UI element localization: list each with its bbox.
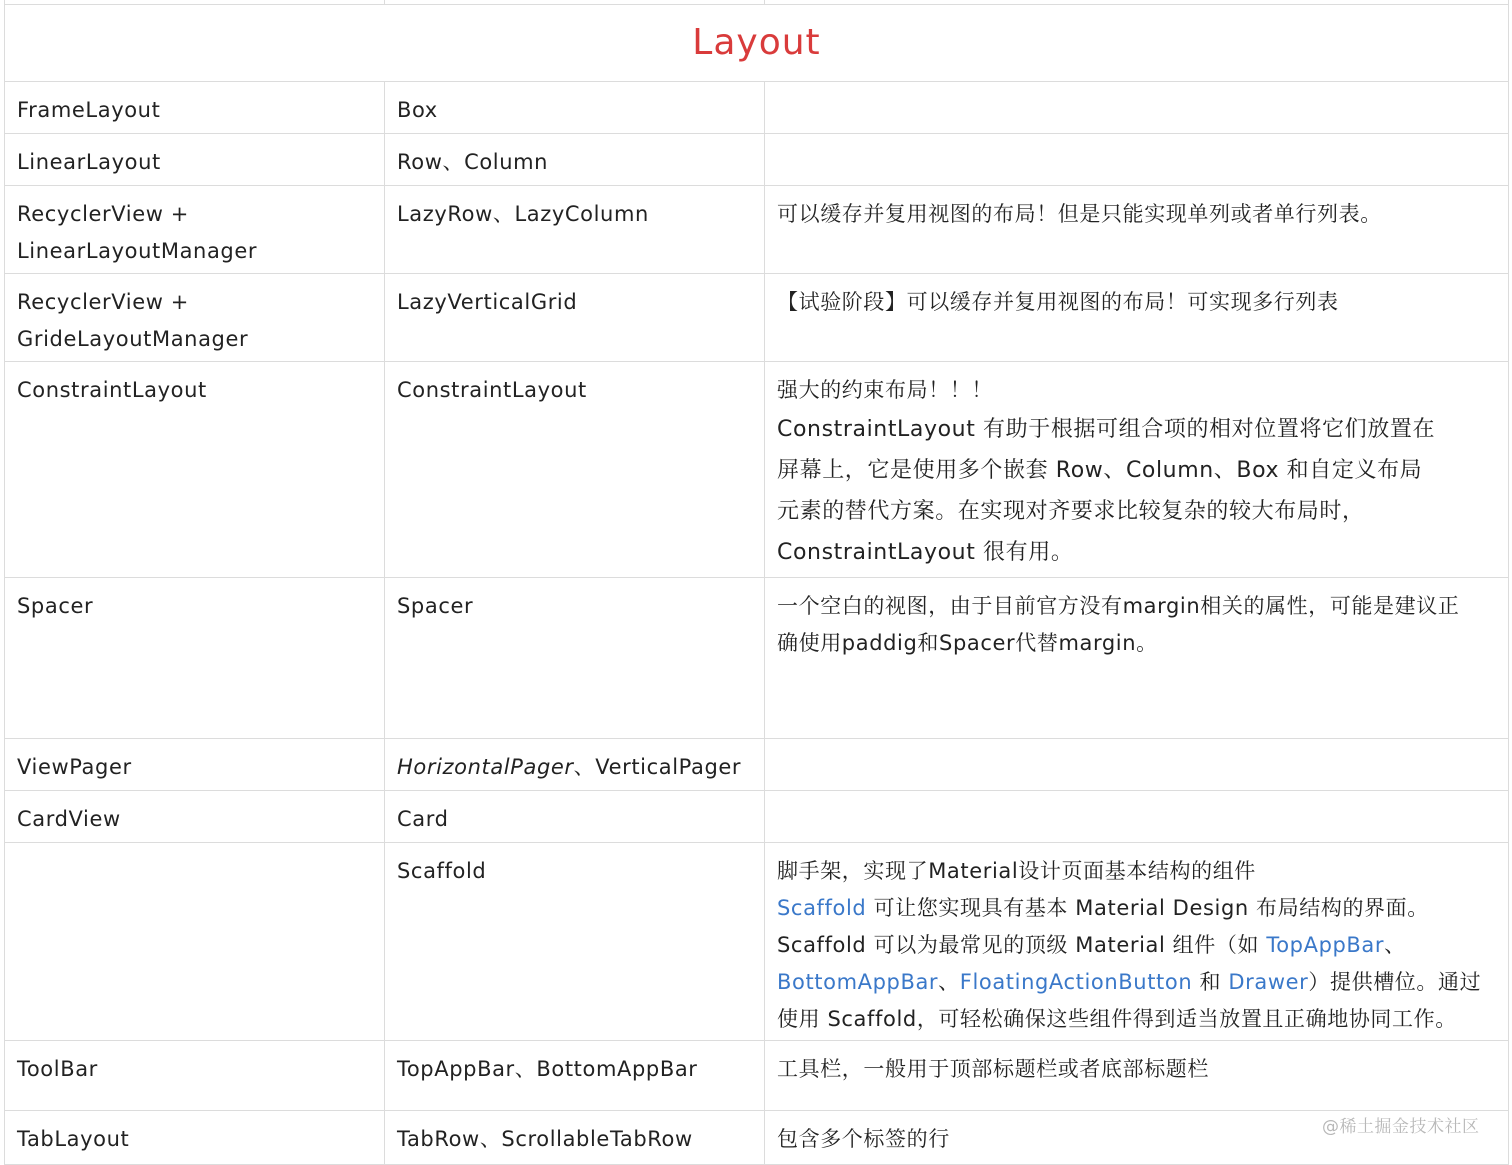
view-cell bbox=[5, 274, 385, 362]
desc-cell: 包含多个标签的行 bbox=[765, 1111, 1509, 1165]
compose-cell: Box bbox=[385, 82, 765, 134]
compose-cell: Card bbox=[385, 791, 765, 843]
view-line: LinearLayoutManager bbox=[17, 239, 258, 263]
compose-cell: LazyVerticalGrid bbox=[385, 274, 765, 362]
compose-cell: Spacer bbox=[385, 578, 765, 739]
desc-line: ConstraintLayout 很有用。 bbox=[777, 540, 1074, 565]
desc-line: 一个空白的视图，由于目前官方没有margin相关的属性，可能是建议正 bbox=[777, 594, 1460, 618]
view-line: RecyclerView + bbox=[17, 290, 189, 314]
desc-cell: 工具栏，一般用于顶部标题栏或者底部标题栏 bbox=[765, 1041, 1509, 1111]
desc-cell: 可以缓存并复用视图的布局！但是只能实现单列或者单行列表。 bbox=[765, 186, 1509, 274]
layout-table bbox=[4, 0, 1509, 1165]
desc-line: 屏幕上，它是使用多个嵌套 Row、Column、Box 和自定义布局 bbox=[777, 458, 1423, 483]
desc-line: 确使用paddig和Spacer代替margin。 bbox=[777, 631, 1158, 655]
table-row bbox=[5, 186, 1509, 274]
title-cell bbox=[5, 5, 1509, 82]
view-cell: ToolBar bbox=[5, 1041, 385, 1111]
desc-text: 和 bbox=[1192, 970, 1229, 994]
desc-line bbox=[777, 927, 1496, 964]
desc-cell bbox=[765, 739, 1509, 791]
view-cell bbox=[5, 843, 385, 1041]
compose-cell bbox=[385, 739, 765, 791]
view-cell: CardView bbox=[5, 791, 385, 843]
desc-line: 脚手架，实现了Material设计页面基本结构的组件 bbox=[777, 859, 1256, 883]
section-title: Layout bbox=[692, 22, 821, 63]
compose-rest: 、VerticalPager bbox=[573, 755, 742, 779]
compose-cell: TabRow、ScrollableTabRow bbox=[385, 1111, 765, 1165]
desc-line: 使用 Scaffold，可轻松确保这些组件得到适当放置且正确地协同工作。 bbox=[777, 1007, 1457, 1031]
compose-cell: LazyRow、LazyColumn bbox=[385, 186, 765, 274]
desc-line: 元素的替代方案。在实现对齐要求比较复杂的较大布局时， bbox=[777, 499, 1365, 524]
desc-cell bbox=[765, 843, 1509, 1041]
table-row bbox=[5, 843, 1509, 1041]
desc-cell bbox=[765, 578, 1509, 739]
view-cell: FrameLayout bbox=[5, 82, 385, 134]
desc-line bbox=[777, 890, 1496, 927]
desc-text: 、 bbox=[1384, 933, 1406, 957]
view-line: GrideLayoutManager bbox=[17, 327, 249, 351]
view-cell bbox=[5, 186, 385, 274]
title-row bbox=[5, 5, 1509, 82]
table-row bbox=[5, 791, 1509, 843]
desc-line: ConstraintLayout 有助于根据可组合项的相对位置将它们放置在 bbox=[777, 417, 1436, 442]
view-cell: ConstraintLayout bbox=[5, 362, 385, 578]
view-cell: LinearLayout bbox=[5, 134, 385, 186]
table-row bbox=[5, 1041, 1509, 1111]
table-row bbox=[5, 134, 1509, 186]
compose-cell: Row、Column bbox=[385, 134, 765, 186]
table-row bbox=[5, 739, 1509, 791]
desc-line: 强大的约束布局！！！ bbox=[777, 378, 993, 402]
topappbar-link[interactable]: TopAppBar bbox=[1266, 933, 1385, 957]
desc-text: ）提供槽位。通过 bbox=[1308, 970, 1482, 994]
view-cell: Spacer bbox=[5, 578, 385, 739]
table-row bbox=[5, 1111, 1509, 1165]
desc-cell bbox=[765, 134, 1509, 186]
desc-cell: 【试验阶段】可以缓存并复用视图的布局！可实现多行列表 bbox=[765, 274, 1509, 362]
floatingactionbutton-link[interactable]: FloatingActionButton bbox=[959, 970, 1193, 994]
view-cell: ViewPager bbox=[5, 739, 385, 791]
table-row bbox=[5, 362, 1509, 578]
desc-cell bbox=[765, 362, 1509, 578]
table-row bbox=[5, 82, 1509, 134]
compose-italic: HorizontalPager bbox=[397, 755, 574, 779]
compose-cell: ConstraintLayout bbox=[385, 362, 765, 578]
desc-line bbox=[777, 964, 1496, 1001]
view-cell: TabLayout bbox=[5, 1111, 385, 1165]
bottomappbar-link[interactable]: BottomAppBar bbox=[777, 970, 939, 994]
table-row bbox=[5, 274, 1509, 362]
drawer-link[interactable]: Drawer bbox=[1228, 970, 1309, 994]
view-line: RecyclerView + bbox=[17, 202, 189, 226]
compose-cell: Scaffold bbox=[385, 843, 765, 1041]
desc-cell bbox=[765, 82, 1509, 134]
desc-text: 、 bbox=[938, 970, 960, 994]
desc-cell bbox=[765, 791, 1509, 843]
compose-cell: TopAppBar、BottomAppBar bbox=[385, 1041, 765, 1111]
desc-text: Scaffold 可以为最常见的顶级 Material 组件（如 bbox=[777, 933, 1267, 957]
table-row bbox=[5, 578, 1509, 739]
scaffold-link[interactable]: Scaffold bbox=[777, 896, 867, 920]
desc-text: 可让您实现具有基本 Material Design 布局结构的界面。 bbox=[866, 896, 1429, 920]
watermark: @稀土掘金技术社区 bbox=[1322, 1117, 1480, 1137]
